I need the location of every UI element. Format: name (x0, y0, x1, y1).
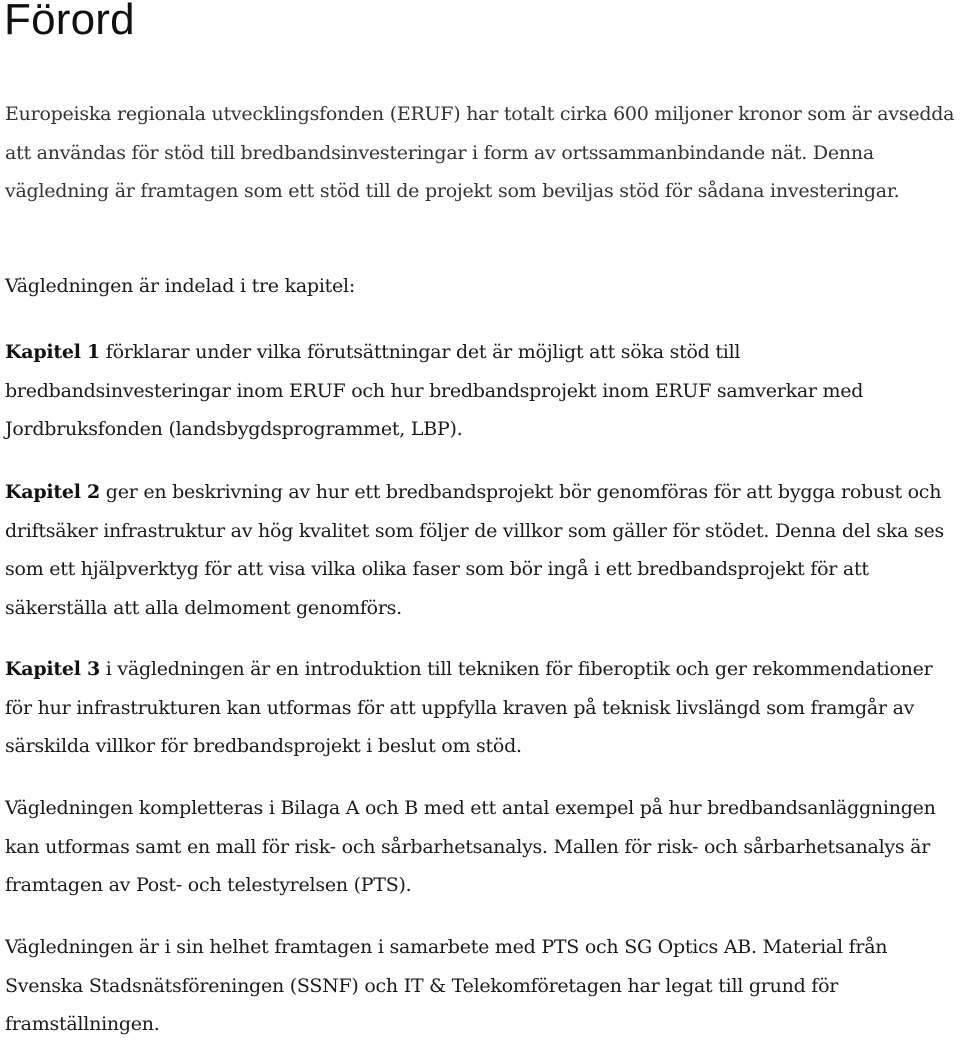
credits-paragraph: Vägledningen är i sin helhet framtagen i samarbete med PTS och SG Optics AB. Material från Svenska Stadsnätsföreningen (SSNF) och IT & Telekomföretagen har legat till grund för framställningen. (5, 936, 888, 1035)
chapter-1-text: förklarar under vilka förutsättningar det är möjligt att söka stöd till bredbandsinvesteringar inom ERUF och hur bredbandsprojekt inom ERUF samverkar med Jordbruksfonden (landsbygdsprogrammet, LBP). (5, 341, 864, 440)
chapter-1-paragraph (5, 333, 955, 449)
appendix-paragraph: Vägledningen kompletteras i Bilaga A och B med ett antal exempel på hur bredbandsanläggningen kan utformas samt en mall för risk- och sårbarhetsanalys. Mallen för risk- och sårbarhetsanalys är framtagen av Post- och telestyrelsen (PTS). (5, 797, 936, 896)
chapter-3-paragraph (5, 650, 955, 766)
intro-paragraph: Europeiska regionala utvecklingsfonden (ERUF) har totalt cirka 600 miljoner kronor som är avsedda att användas för stöd till bredbandsinvesteringar i form av ortssammanbindande nät. Denna vägledning är framtagen som ett stöd till de projekt som beviljas stöd för sådana investeringar. (5, 103, 955, 202)
structure-paragraph: Vägledningen är indelad i tre kapitel: (5, 275, 356, 297)
chapter-2-paragraph (5, 473, 955, 627)
chapter-1-label: Kapitel 1 (5, 341, 100, 363)
chapter-3-text: i vägledningen är en introduktion till tekniken för fiberoptik och ger rekommendationer för hur infrastrukturen kan utformas för att uppfylla kraven på teknisk livslängd som framgår av särskilda villkor för bredbandsprojekt i beslut om stöd. (5, 658, 933, 757)
chapter-2-text: ger en beskrivning av hur ett bredbandsprojekt bör genomföras för att bygga robust och driftsäker infrastruktur av hög kvalitet som följer de villkor som gäller för stödet. Denna del ska ses som ett hjälpverktyg för att visa vilka olika faser som bör ingå i ett bredbandsprojekt för att säkerställa att alla delmoment genomförs. (5, 481, 944, 619)
page-title: Förord (4, 0, 135, 44)
chapter-2-label: Kapitel 2 (5, 481, 100, 503)
chapter-3-label: Kapitel 3 (5, 658, 100, 680)
